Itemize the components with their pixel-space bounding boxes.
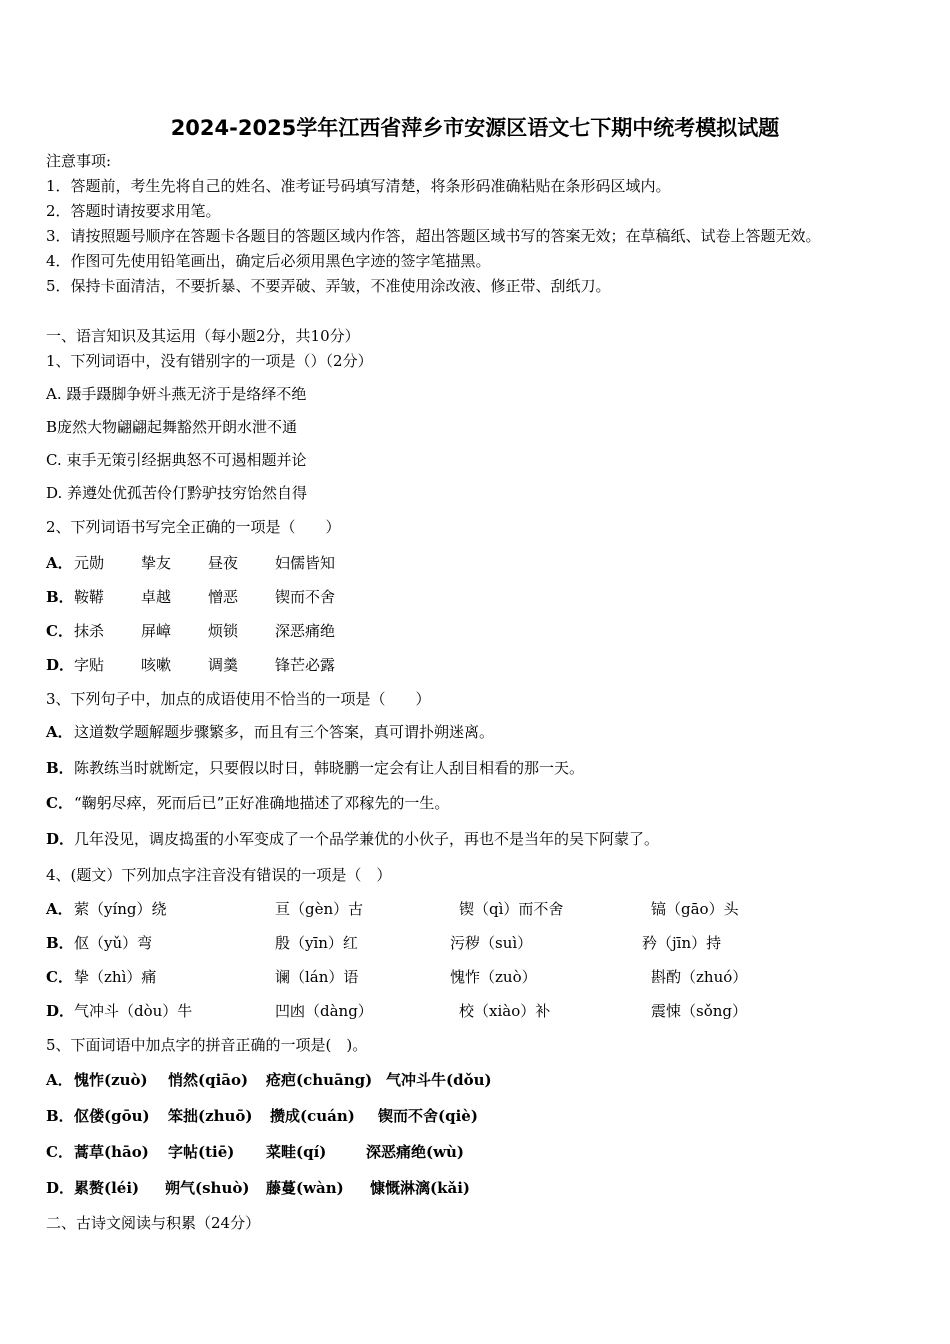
option-item: 气冲斗（dòu）牛 bbox=[74, 1002, 193, 1020]
option-item: 蒿草(hāo) bbox=[74, 1143, 149, 1161]
option-word: 挚友 bbox=[141, 554, 172, 572]
option-item: 锲而不舍(qiè) bbox=[378, 1107, 478, 1125]
question-stem: 5、下面词语中加点字的拼音正确的一项是( )。 bbox=[46, 1036, 368, 1054]
option-word: 卓越 bbox=[141, 588, 172, 606]
option-letter: D． bbox=[46, 830, 75, 848]
page-title: 2024-2025学年江西省萍乡市安源区语文七下期中统考模拟试题 bbox=[170, 116, 780, 140]
notice-heading: 注意事项: bbox=[46, 152, 112, 170]
option-item: 挚（zhì）痛 bbox=[74, 968, 157, 986]
option-item: 镐（gāo）头 bbox=[651, 900, 739, 918]
option-item: 震悚（sǒng） bbox=[651, 1002, 747, 1020]
option-text: B庞然大物翩翩起舞豁然开朗水泄不通 bbox=[46, 418, 298, 436]
option-letter: A． bbox=[46, 554, 73, 572]
option-item: 谰（lán）语 bbox=[275, 968, 359, 986]
option-item: 朔气(shuò) bbox=[165, 1179, 250, 1197]
option-item: 愧怍(zuò) bbox=[74, 1071, 148, 1089]
option-letter: B． bbox=[46, 759, 74, 777]
option-item: 气冲斗牛(dǒu) bbox=[386, 1071, 492, 1089]
option-text: 几年没见，调皮捣蛋的小军变成了一个品学兼优的小伙子，再也不是当年的吴下阿蒙了。 bbox=[74, 830, 660, 848]
notice-item: 1．答题前，考生先将自己的姓名、准考证号码填写清楚，将条形码准确粘贴在条形码区域内。 bbox=[46, 177, 671, 195]
option-item: 累赘(léi) bbox=[74, 1179, 140, 1197]
option-item: 锲（qì）而不舍 bbox=[459, 900, 564, 918]
option-letter: D． bbox=[46, 1002, 75, 1020]
option-word: 烦锁 bbox=[208, 622, 239, 640]
option-letter: B． bbox=[46, 588, 74, 606]
option-item: 亘（gèn）古 bbox=[275, 900, 364, 918]
option-item: 悄然(qiāo) bbox=[168, 1071, 249, 1089]
question-stem: 1、下列词语中，没有错别字的一项是（）（2分） bbox=[46, 352, 373, 370]
option-letter: A． bbox=[46, 900, 73, 918]
option-item: 萦（yíng）绕 bbox=[74, 900, 167, 918]
option-item: 斟酌（zhuó） bbox=[651, 968, 748, 986]
option-text: 这道数学题解题步骤繁多，而且有三个答案，真可谓扑朔迷离。 bbox=[74, 723, 495, 741]
option-item: 愧怍（zuò） bbox=[450, 968, 537, 986]
option-item: 殷（yīn）红 bbox=[275, 934, 358, 952]
option-text: C. 束手无策引经据典怒不可遏相题并论 bbox=[46, 451, 307, 469]
option-letter: C． bbox=[46, 968, 73, 986]
option-item: 凹凼（dàng） bbox=[275, 1002, 373, 1020]
option-item: 藤蔓(wàn) bbox=[266, 1179, 344, 1197]
option-item: 矜（jīn）持 bbox=[642, 934, 722, 952]
option-word: 元勋 bbox=[74, 554, 105, 572]
option-word: 昼夜 bbox=[208, 554, 239, 572]
option-letter: B． bbox=[46, 1107, 74, 1125]
option-item: 攒成(cuán) bbox=[270, 1107, 355, 1125]
option-word: 咳嗽 bbox=[141, 656, 172, 674]
option-item: 深恶痛绝(wù) bbox=[366, 1143, 465, 1161]
option-item: 伛（yǔ）弯 bbox=[74, 934, 153, 952]
option-letter: D． bbox=[46, 1179, 75, 1197]
notice-item: 3．请按照题号顺序在答题卡各题目的答题区域内作答，超出答题区域书写的答案无效；在草稿纸、试卷上答题无效。 bbox=[46, 227, 821, 245]
option-letter: B． bbox=[46, 934, 74, 952]
option-letter: A． bbox=[46, 1071, 73, 1089]
option-word: 锋芒必露 bbox=[275, 656, 336, 674]
option-item: 污秽（suì） bbox=[450, 934, 533, 952]
option-word: 深恶痛绝 bbox=[275, 622, 336, 640]
option-text: D. 养遵处优孤苦伶仃黔驴技穷饴然自得 bbox=[46, 484, 308, 502]
option-item: 菜畦(qí) bbox=[266, 1143, 327, 1161]
option-letter: C． bbox=[46, 794, 73, 812]
option-word: 妇儒皆知 bbox=[275, 554, 336, 572]
option-word: 憎恶 bbox=[208, 588, 239, 606]
question-stem: 3、下列句子中，加点的成语使用不恰当的一项是（ ） bbox=[46, 690, 431, 708]
question-stem: 2、下列词语书写完全正确的一项是（ ） bbox=[46, 518, 341, 536]
option-item: 字帖(tiē) bbox=[168, 1143, 235, 1161]
option-text: A. 蹑手蹑脚争妍斗燕无济于是络绎不绝 bbox=[46, 385, 307, 403]
option-item: 校（xiào）补 bbox=[459, 1002, 551, 1020]
option-word: 屏嶂 bbox=[141, 622, 172, 640]
question-stem: 4、(题文）下列加点字注音没有错误的一项是（ ） bbox=[46, 866, 392, 884]
option-word: 字贴 bbox=[74, 656, 105, 674]
notice-item: 5．保持卡面清洁，不要折暴、不要弄破、弄皱，不准使用涂改液、修正带、刮纸刀。 bbox=[46, 277, 611, 295]
option-item: 疮疤(chuāng) bbox=[266, 1071, 373, 1089]
option-word: 锲而不舍 bbox=[275, 588, 336, 606]
section-heading: 一、语言知识及其运用（每小题2分，共10分） bbox=[46, 327, 360, 345]
notice-item: 4．作图可先使用铅笔画出，确定后必须用黑色字迹的签字笔描黑。 bbox=[46, 252, 491, 270]
option-item: 伛偻(gōu) bbox=[74, 1107, 150, 1125]
option-letter: A． bbox=[46, 723, 73, 741]
option-text: “鞠躬尽瘁，死而后已”正好准确地描述了邓稼先的一生。 bbox=[74, 794, 450, 812]
option-letter: C． bbox=[46, 1143, 73, 1161]
option-letter: D． bbox=[46, 656, 75, 674]
option-letter: C． bbox=[46, 622, 73, 640]
option-word: 抹杀 bbox=[74, 622, 105, 640]
option-item: 慷慨淋漓(kǎi) bbox=[370, 1179, 471, 1197]
notice-item: 2．答题时请按要求用笔。 bbox=[46, 202, 221, 220]
option-word: 调羹 bbox=[208, 656, 239, 674]
option-item: 笨拙(zhuō) bbox=[168, 1107, 253, 1125]
section-heading: 二、古诗文阅读与积累（24分） bbox=[46, 1214, 261, 1232]
option-word: 鞍鞯 bbox=[74, 588, 105, 606]
option-text: 陈教练当时就断定，只要假以时日，韩晓鹏一定会有让人刮目相看的那一天。 bbox=[74, 759, 585, 777]
